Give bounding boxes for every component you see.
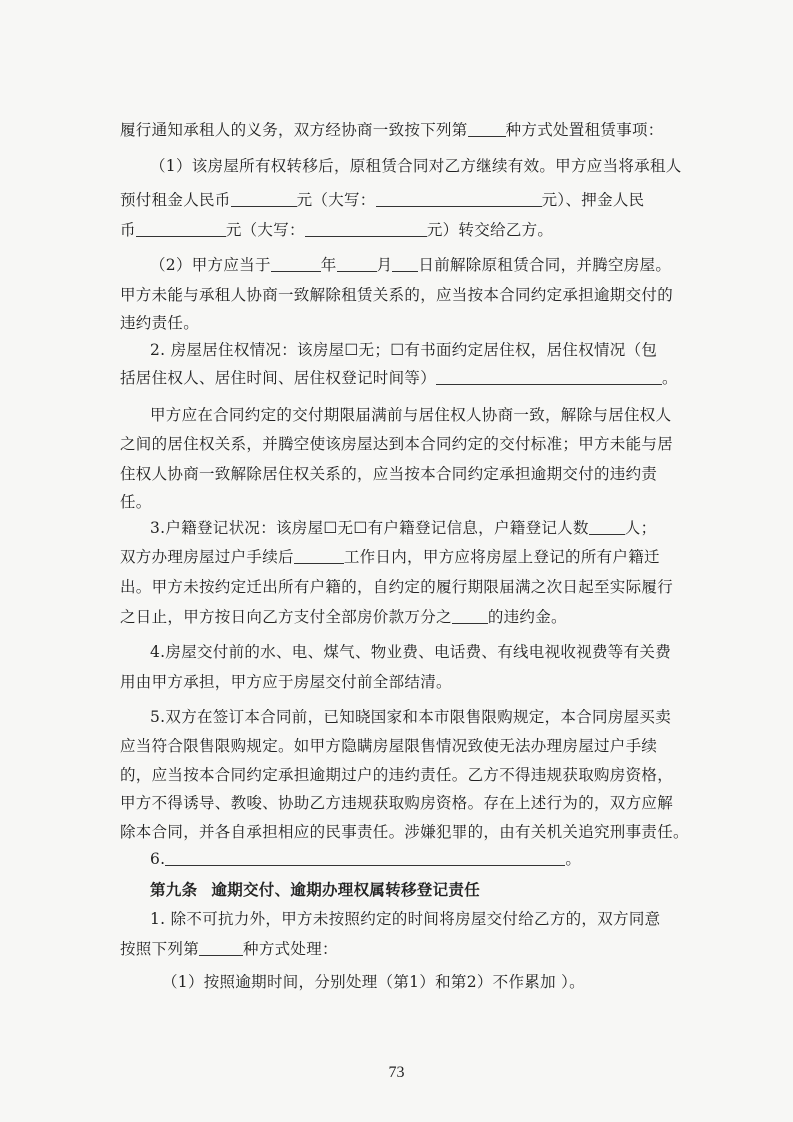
text-line-11: 之间的居住权关系，并腾空使该房屋达到本合同约定的交付标准；甲方未能与居	[120, 435, 674, 453]
text-line-16: 出。甲方未按约定迁出所有户籍的，自约定的履行期限届满之次日起至实际履行	[120, 578, 674, 596]
blank-field	[337, 255, 377, 272]
text-line-17: 之日止，甲方按日向乙方支付全部房价款万分之 的违约金。	[120, 608, 567, 626]
blank-field	[452, 607, 488, 624]
text-line-14: 3.户籍登记状况：该房屋☐无☐有户籍登记信息，户籍登记人数 人；	[150, 519, 657, 537]
text-line-22: 的，应当按本合同约定承担逾期过户的违约责任。乙方不得违规获取购房资格，	[120, 766, 674, 784]
text-line-2: （1）该房屋所有权转移后，原租赁合同对乙方继续有效。甲方应当将承租人	[150, 157, 682, 175]
text-line-7: 违约责任。	[120, 314, 200, 332]
blank-field	[436, 368, 662, 385]
blank-field	[376, 190, 542, 207]
text-line-28: 按照下列第 种方式处理：	[120, 940, 338, 958]
blank-field	[589, 518, 625, 535]
page-number: 73	[388, 1064, 405, 1081]
text-line-15: 双方办理房屋过户手续后 工作日内，甲方应将房屋上登记的所有户籍迁	[120, 548, 660, 566]
text-line-23: 甲方不得诱导、教唆、协助乙方违规获取购房资格。存在上述行为的，双方应解	[120, 794, 674, 812]
blank-field	[136, 220, 226, 237]
text-line-19: 用由甲方承担，甲方应于房屋交付前全部结清。	[120, 673, 452, 691]
text-line-5: （2）甲方应当于 年 月 日前解除原租赁合同，并腾空房屋。	[150, 256, 672, 274]
text-line-1: 履行通知承租人的义务，双方经协商一致按下列第 种方式处置租赁事项：	[120, 121, 664, 139]
text-line-10: 甲方应在合同约定的交付期限届满前与居住权人协商一致，解除与居住权人	[150, 406, 672, 424]
blank-field	[468, 120, 506, 137]
text-line-25: 6. 。	[150, 850, 582, 868]
section-heading: 第九条 逾期交付、逾期办理权属转移登记责任	[150, 880, 481, 899]
blank-field	[231, 190, 297, 207]
text-line-3: 预付租金人民币 元（大写： 元）、押金人民	[120, 191, 645, 209]
blank-field	[199, 939, 243, 956]
text-line-13: 任。	[120, 493, 152, 511]
text-line-8: 2. 房屋居住权情况：该房屋☐无；☐有书面约定居住权，居住权情况（包	[150, 341, 658, 359]
text-line-20: 5.双方在签订本合同前，已知晓国家和本市限售限购规定，本合同房屋买卖	[150, 708, 671, 726]
blank-field	[271, 255, 321, 272]
blank-field	[305, 220, 427, 237]
text-line-4: 币 元（大写： 元）转交给乙方。	[120, 221, 554, 239]
text-line-27: 1. 除不可抗力外，甲方未按照约定的时间将房屋交付给乙方的，双方同意	[150, 910, 661, 928]
text-line-21: 应当符合限售限购规定。如甲方隐瞒房屋限售情况致使无法办理房屋过户手续	[120, 737, 658, 755]
text-line-6: 甲方未能与承租人协商一致解除租赁关系的，应当按本合同约定承担逾期交付的	[120, 286, 674, 304]
blank-field	[392, 255, 418, 272]
text-line-24: 除本合同，并各自承担相应的民事责任。涉嫌犯罪的，由有关机关追究刑事责任。	[120, 823, 689, 841]
text-line-29: （1）按照逾期时间，分别处理（第1）和第2）不作累加 ）。	[162, 973, 585, 991]
blank-field	[165, 849, 565, 866]
text-line-9: 括居住权人、居住时间、居住权登记时间等） 。	[120, 369, 678, 387]
text-line-12: 住权人协商一致解除居住权关系的，应当按本合同约定承担逾期交付的违约责	[120, 465, 658, 483]
blank-field	[294, 547, 344, 564]
text-line-18: 4.房屋交付前的水、电、煤气、物业费、电话费、有线电视收视费等有关费	[150, 643, 671, 661]
